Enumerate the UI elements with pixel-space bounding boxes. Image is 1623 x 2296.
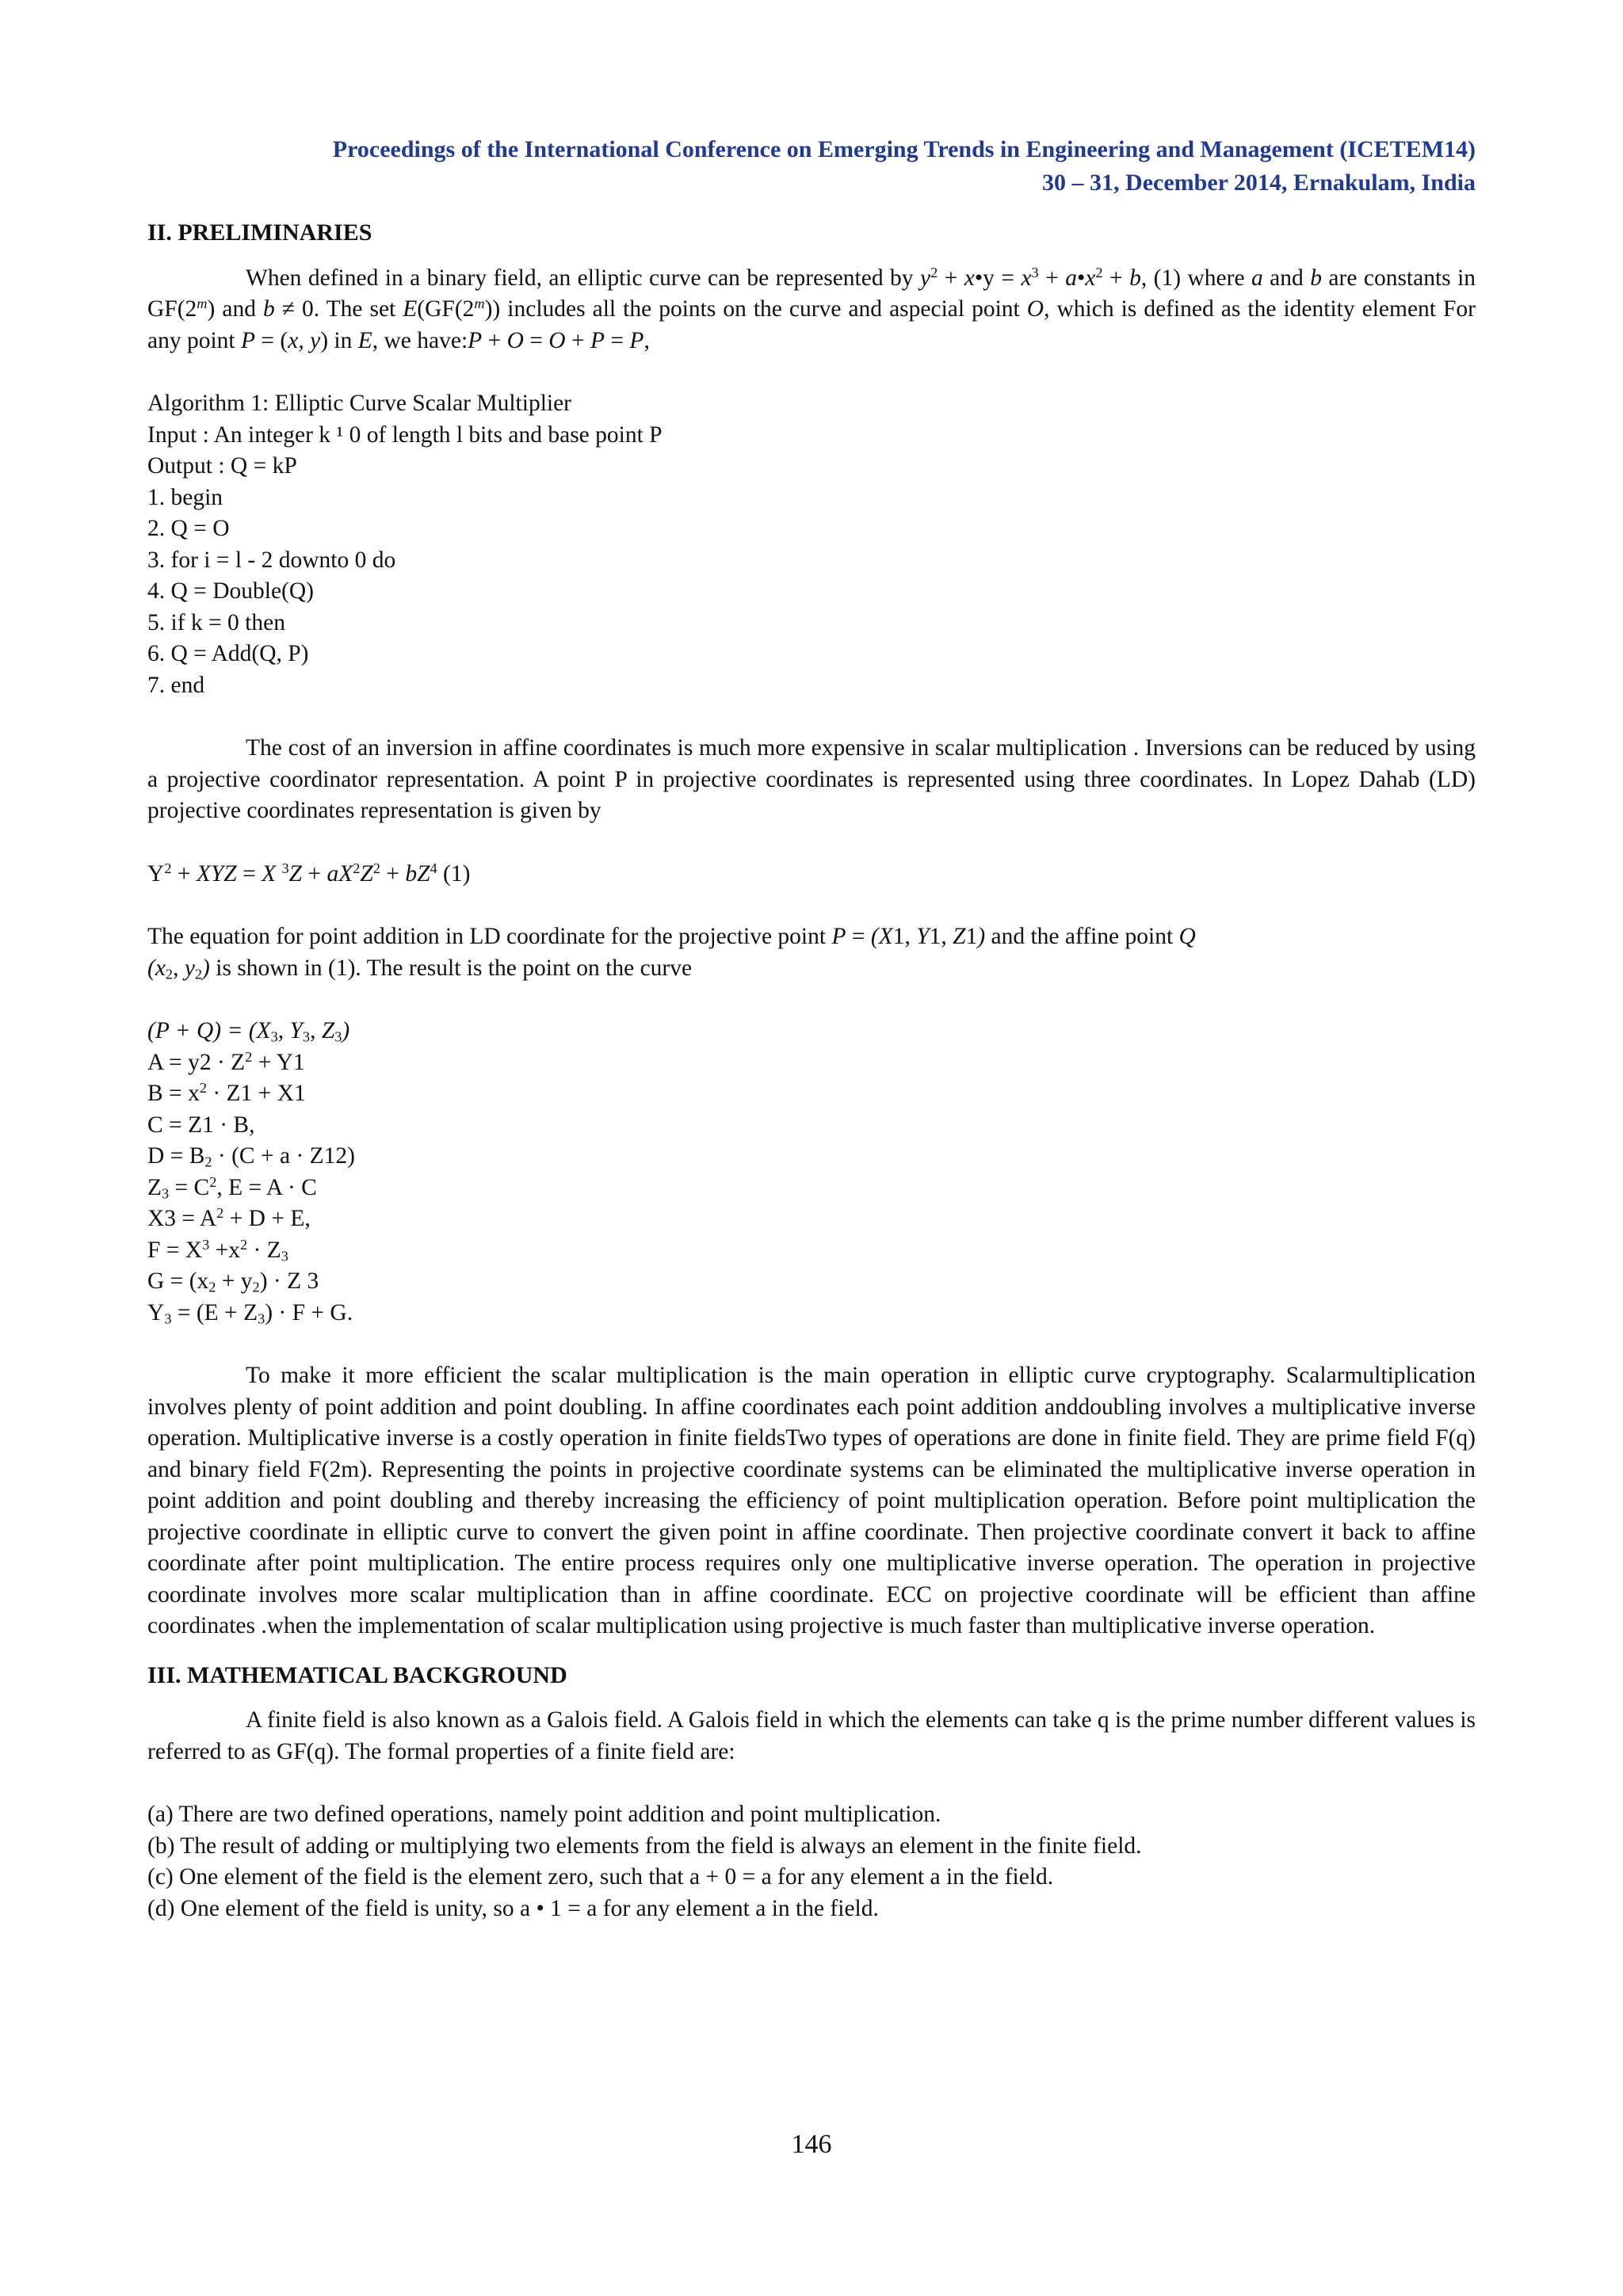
ld-curve-equation: $Y^2$ + XYZ = X $^3Z + aX^2Z^2 + bZ^4$ (1): [147, 860, 471, 887]
galois-field-paragraph: A finite field is also known as a Galois field. A Galois field in which the elements can take q is the prime number different values is referred to as GF(q). The formal properties of a finite field are:: [147, 1707, 1476, 1764]
point-addition-formulas: $(P + Q) = (X_3$, $Y_3$, $Z_3$) $A = y2 \cdot Z^2 + Y1$ $B = x^2 \cdot Z1 + X1$ C = Z1 · B, $D = B_2 \cdot (C + a \cdot Z12)$ $Z_3 = C^2$, E = A · C $X3 = A^2 + D + E$, $F = X^3 +x^2 \cdot Z_3$ $G = (x_2 + y_2) \cdot Z$ 3 $Y_3 = (E + Z_3) \cdot F + G$.: [147, 1018, 355, 1327]
algorithm-step: 5. if k = 0 then: [147, 609, 285, 635]
header-line-1: Proceedings of the International Conference on Emerging Trends in Engineering and Management (ICETEM14): [332, 136, 1476, 162]
algorithm-step: 3. for i = l - 2 downto 0 do: [147, 547, 396, 573]
efficiency-paragraph: To make it more efficient the scalar multiplication is the main operation in elliptic curve cryptography. Scalarmultiplication involves plenty of point addition and point doubling. In affine coordinates each point addition anddoubling involves a multiplicative inverse operation. Multiplicative inverse is a costly operation in finite fieldsTwo types of operations are done in finite field. They are prime field F(q) and binary field F(2m). Representing the points in projective coordinate systems can be eliminated the multiplicative inverse operation in point addition and point doubling and thereby increasing the efficiency of point multiplication operation. Before point multiplication the projective coordinate in elliptic curve to convert the given point in affine coordinate. Then projective coordinate convert it back to affine coordinate after point multiplication. The entire process requires only one multiplicative inverse operation. The operation in projective coordinate involves more scalar multiplication than in affine coordinate. ECC on projective coordinate will be efficient than affine coordinates .when the implementation of scalar multiplication using projective is much faster than multiplicative inverse operation.: [147, 1363, 1476, 1638]
conference-header: [147, 133, 1476, 200]
algorithm-step: 2. Q = O: [147, 516, 230, 541]
algorithm-title: Algorithm 1: Elliptic Curve Scalar Multiplier: [147, 391, 572, 416]
inversion-cost-paragraph: The cost of an inversion in affine coordinates is much more expensive in scalar multiplication . Inversions can be reduced by using a projective coordinator representation. A point P in projective coordinates is represented using three coordinates. In Lopez Dahab (LD) projective coordinates representation is given by: [147, 735, 1476, 823]
algorithm-step: 6. Q = Add(Q, P): [147, 641, 309, 666]
field-property-item: (b) The result of adding or multiplying two elements from the field is always an element in the finite field.: [147, 1833, 1142, 1859]
algorithm-output: Output : Q = kP: [147, 453, 297, 479]
section-heading-mathematical-background: III. MATHEMATICAL BACKGROUND: [147, 1661, 567, 1688]
algorithm-step: 1. begin: [147, 484, 223, 510]
field-property-item: (a) There are two defined operations, namely point addition and point multiplication.: [147, 1802, 941, 1827]
field-property-item: (d) One element of the field is unity, so a • 1 = a for any element a in the field.: [147, 1895, 879, 1921]
algorithm-block: [147, 388, 1476, 701]
algorithm-input: Input : An integer k ¹ 0 of length l bits and base point P: [147, 421, 663, 448]
point-addition-intro: The equation for point addition in LD coordinate for the projective point P = (X1, Y1, Z1) and the affine point Q ($x_2$, $y_2$) is shown in (1). The result is the point on the curve: [147, 924, 1196, 982]
section-heading-preliminaries: II. PRELIMINARIES: [147, 219, 372, 246]
algorithm-step: 4. Q = Double(Q): [147, 578, 314, 604]
elliptic-curve-definition-paragraph: When defined in a binary field, an elliptic curve can be represented by $y^2$ + x•y = $x^3$ + $a•x^2 + b$, (1) where a and b are constants in GF(2$^m$) and b ≠ 0. The set E(GF(2$^m$)) includes all the points on the curve and aspecial point O, which is defined as the identity element For any point P = (x, y) in E, we have:P + O = O + P = P,: [147, 264, 1476, 353]
page-number: 146: [791, 2130, 832, 2159]
algorithm-step: 7. end: [147, 672, 205, 698]
header-line-2: 30 – 31, December 2014, Ernakulam, India: [1042, 170, 1476, 196]
paper-page: [147, 133, 1476, 1924]
field-property-item: (c) One element of the field is the element zero, such that a + 0 = a for any element a in the field.: [147, 1864, 1054, 1890]
